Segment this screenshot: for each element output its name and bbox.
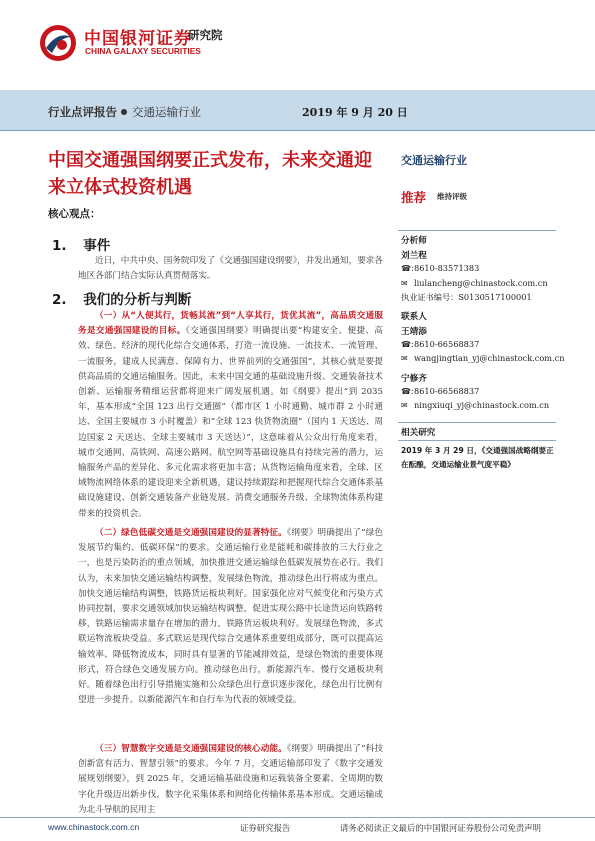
contact-phone bbox=[401, 339, 479, 349]
footer-disclaimer: 请务必阅读正文最后的中国银河证券股份公司免责声明 bbox=[340, 823, 541, 833]
sidebar-divider bbox=[398, 230, 556, 231]
contact-phone-value: 8610-66568837 bbox=[414, 386, 480, 396]
analyst-name: 刘兰程 bbox=[401, 251, 427, 261]
brand-name-en: CHINA GALAXY SECURITIES bbox=[85, 46, 201, 56]
contact-phone-value: 8610-66568837 bbox=[414, 339, 480, 349]
cert-label: 执业证书编号： bbox=[401, 292, 459, 302]
report-type-line bbox=[48, 104, 201, 120]
analysis-point-2 bbox=[78, 526, 383, 708]
section-number: 1. bbox=[52, 238, 67, 254]
contact-phone bbox=[401, 386, 479, 396]
phone-icon: ☎: bbox=[401, 340, 414, 349]
cert-number: S0130517100001 bbox=[458, 292, 532, 302]
analyst-email[interactable] bbox=[401, 278, 548, 288]
related-research-heading: 相关研究 bbox=[401, 428, 436, 438]
analyst-phone-value: 8610-83571383 bbox=[414, 263, 480, 273]
section-title: 我们的分析与判断 bbox=[83, 292, 192, 308]
analyst-phone bbox=[401, 263, 479, 273]
point-1-text: 《交通强国纲要》明确提出要“构建安全、便捷、高效、绿色、经济的现代化综合交通体系，打造一流设施、一流技术、一流管理、一流服务，建成人民满意、保障有力、世界前列的交通强国”，其核心就是要提供高品质的交通运输服务。因此，未来中国交通的基础设施升级、交通装备技术创新、运输服务精细运营都将迎来广阔发展机遇。如《纲要》提出“到 2035 年，基本形成“全国 123 出行交通圈”（都市区 1 小时通勤、城市群 2 小时通达、全国主要城市 3 小时覆盖）和“全球 123 快货物流圈”（国内 1 天送达、周边国家 2 天送达、全球主要城市 3 天送达）”，这意味着从公众出行角度来看，城市交通网、高铁网、高速公路网、航空网等基础设施具有持续完善的潜力，运输服务产品的差异化、多元化需求将更加丰富；从货物运输角度来看，全球、区域物流网络体系的建设迎来全新机遇，建议持续跟踪和把握现代综合交通体系基础设施建设、创新交通装备产业链发展、消费交通服务升级、全球物流体系构建带来的投资机会。 bbox=[78, 326, 383, 519]
contact-email[interactable] bbox=[401, 353, 565, 363]
sidebar-divider bbox=[398, 422, 556, 423]
analyst-email-value[interactable]: liulancheng@chinastock.com.cn bbox=[414, 278, 548, 288]
footer-divider bbox=[0, 817, 595, 818]
footer-report-label: 证券研究报告 bbox=[240, 823, 291, 833]
sidebar-industry: 交通运输行业 bbox=[401, 154, 467, 167]
point-3-text: 《纲要》明确提出了“科技创新富有活力、智慧引领”的要求。今年 7 月，交通运输部印发了《数字交通发展规划纲要》，到 2025 年，交通运输基础设施和运载装备全要素、全周期的数字化升级迈出新步伐，数字化采集体系和网络化传输体系基本形成。交通运输成为北斗导航的民用主 bbox=[78, 744, 383, 815]
contact-email-value[interactable]: wangjingtian_yj@chinastock.com.cn bbox=[414, 353, 565, 363]
section-number: 2. bbox=[52, 292, 67, 308]
section-2-heading bbox=[52, 288, 191, 308]
footer-url-link[interactable]: www.chinastock.com.cn bbox=[48, 822, 140, 832]
rating-badge: 推荐 bbox=[401, 190, 427, 205]
analyst-heading: 分析师 bbox=[401, 236, 427, 246]
section-1-paragraph: 近日，中共中央、国务院印发了《交通强国建设纲要》，并发出通知，要求各地区各部门结合实际认真贯彻落实。 bbox=[78, 256, 383, 282]
report-title: 中国交通强国纲要正式发布，未来交通迎来立体式投资机遇 bbox=[48, 150, 372, 198]
core-views-label: 核心观点： bbox=[48, 208, 101, 220]
analysis-point-3 bbox=[78, 742, 383, 818]
industry-label: 交通运输行业 bbox=[132, 105, 201, 119]
contact-name: 宁修齐 bbox=[401, 374, 427, 384]
brand-division: 研究院 bbox=[188, 28, 223, 42]
report-type: 行业点评报告 bbox=[48, 105, 117, 119]
contact-email[interactable] bbox=[401, 400, 549, 410]
contacts-heading: 联系人 bbox=[401, 312, 427, 322]
point-2-highlight: （二）绿色低碳交通是交通强国建设的显著特征。 bbox=[95, 528, 287, 538]
point-1-highlight: （一）从“人便其行，货畅其流”到“人享其行，货优其流”，高品质交通服务是交通强国建设的目标。 bbox=[78, 311, 383, 337]
analyst-cert bbox=[401, 292, 532, 303]
email-icon: ✉ bbox=[401, 401, 408, 410]
banner-divider bbox=[0, 130, 595, 131]
brand-name-cn: 中国银河证券 bbox=[84, 29, 192, 49]
email-icon: ✉ bbox=[401, 354, 408, 363]
contact-email-value[interactable]: ningxiuqi_yj@chinastock.com.cn bbox=[414, 400, 550, 410]
analysis-point-1 bbox=[78, 309, 383, 522]
galaxy-logo-icon bbox=[38, 23, 78, 63]
phone-icon: ☎: bbox=[401, 387, 414, 396]
point-2-text: 《纲要》明确提出了“绿色发展节约集约、低碳环保”的要求。交通运输行业是能耗和碳排放的三大行业之一，也是污染防治的重点领域，加快推进交通运输绿色低碳发展势在必行。我们认为，未来加快交通运输结构调整，发展绿色物流，推动绿色出行将成为重点。加快交通运输结构调整，铁路货运板块利好。国家强化应对气候变化和污染方式协同控制，要求交通领域加快运输结构调整，促进实现公路中长途货运向铁路转移，铁路运输需求量存在增加的潜力，铁路货运板块利好。发展绿色物流，多式联运物流板块受益。多式联运是现代综合交通体系重要组成部分，既可以提高运输效率、降低物流成本，同时具有显著的节能减排效益，是绿色物流的重要体现形式，符合绿色交通发展方向。推动绿色出行，新能源汽车、慢行交通板块利好。随着绿色出行引导措施实施和公众绿色出行意识逐步深化，绿色出行比例有望进一步提升。以新能源汽车和自行车为代表的领域受益。 bbox=[78, 528, 383, 706]
section-title: 事件 bbox=[83, 238, 111, 254]
phone-icon: ☎: bbox=[401, 264, 414, 273]
contact-name: 王靖添 bbox=[401, 327, 427, 337]
email-icon: ✉ bbox=[401, 279, 408, 288]
sidebar-divider bbox=[398, 440, 556, 441]
rating-status: 维持评级 bbox=[437, 192, 467, 201]
report-date: 2019 年 9 月 20 日 bbox=[302, 106, 408, 119]
section-1-heading bbox=[52, 234, 110, 254]
point-3-highlight: （三）智慧数字交通是交通强国建设的核心动能。 bbox=[95, 744, 287, 754]
bullet-dot-icon bbox=[121, 109, 127, 115]
related-research-item[interactable]: 2019 年 3 月 29 日，《交通强国战略纲要正在酝酿，交通运输业景气度平稳》 bbox=[401, 446, 554, 469]
